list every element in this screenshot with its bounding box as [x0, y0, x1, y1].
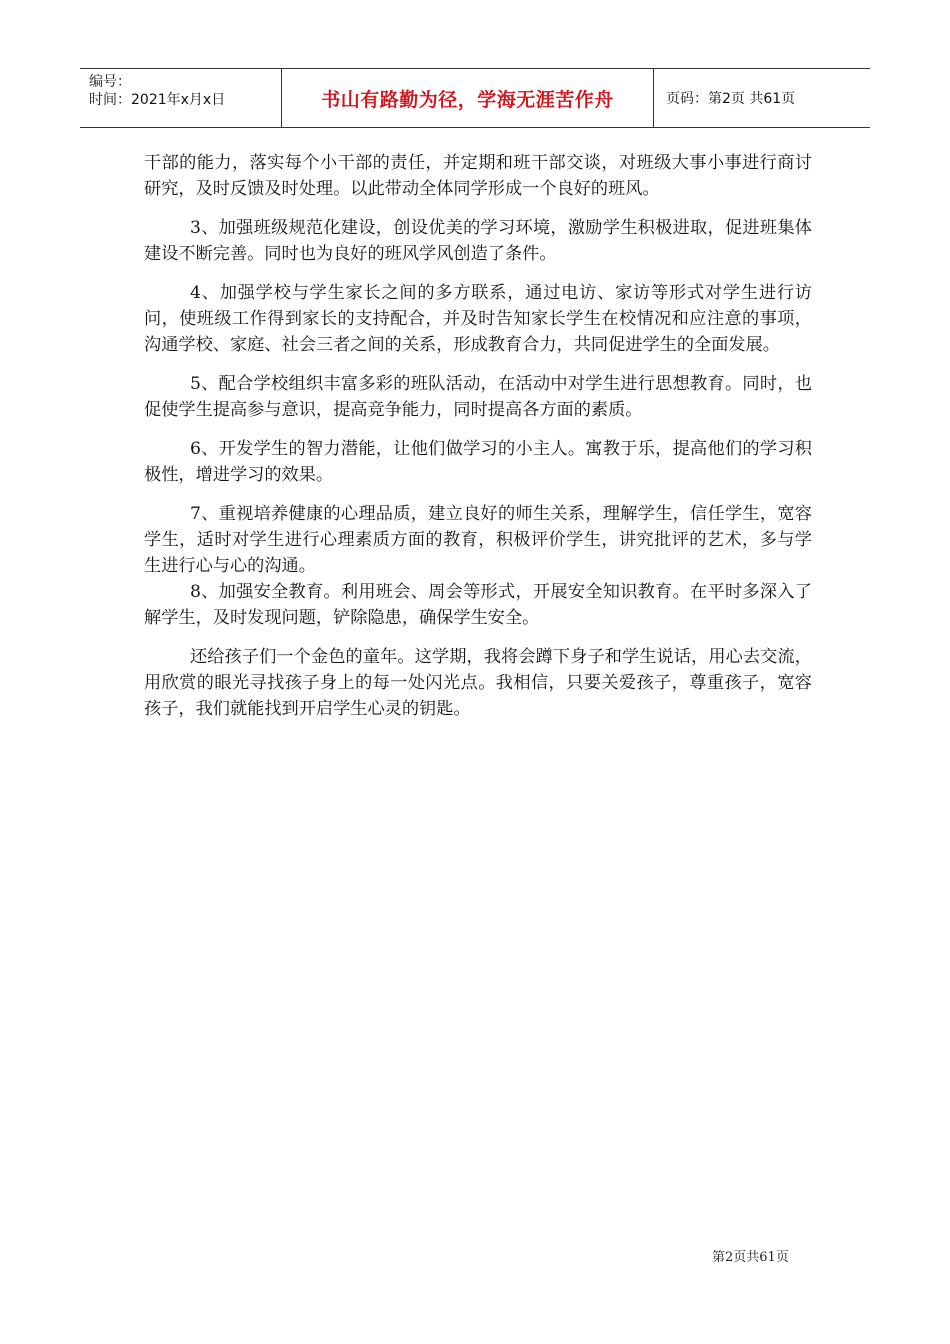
document-number-label: 编号： — [89, 74, 131, 90]
paragraph-item-4: 4、加强学校与学生家长之间的多方联系，通过电访、家访等形式对学生进行访问，使班级工作得到家长的支持配合，并及时告知家长学生在校情况和应注意的事项，沟通学校、家庭、社会三者之间的关系，形成教育合力，共同促进学生的全面发展。 — [144, 283, 812, 355]
paragraph-continued: 干部的能力，落实每个小干部的责任，并定期和班干部交谈，对班级大事小事进行商讨研究，及时反馈及时处理。以此带动全体同学形成一个良好的班风。 — [144, 153, 812, 199]
header-page-number: 页码：第2页 共61页 — [666, 91, 796, 107]
header-meta — [80, 69, 282, 127]
paragraph-item-7: 7、重视培养健康的心理品质，建立良好的师生关系，理解学生，信任学生，宽容学生，适时对学生进行心理素质方面的教育，积极评价学生，讲究批评的艺术，多与学生进行心与心的沟通。 — [144, 504, 812, 576]
paragraph-item-3: 3、加强班级规范化建设，创设优美的学习环境，激励学生积极进取，促进班集体建设不断完善。同时也为良好的班风学风创造了条件。 — [144, 218, 812, 264]
paragraph-item-6: 6、开发学生的智力潜能，让他们做学习的小主人。寓教于乐，提高他们的学习积极性，增进学习的效果。 — [144, 439, 812, 485]
paragraph-conclusion: 还给孩子们一个金色的童年。这学期，我将会蹲下身子和学生说话，用心去交流，用欣赏的眼光寻找孩子身上的每一处闪光点。我相信，只要关爱孩子，尊重孩子，宽容孩子，我们就能找到开启学生心灵的钥匙。 — [144, 647, 812, 719]
document-body — [144, 150, 812, 722]
paragraph-item-8: 8、加强安全教育。利用班会、周会等形式，开展安全知识教育。在平时多深入了解学生，及时发现问题，铲除隐患，确保学生安全。 — [144, 582, 812, 628]
page-footer: 第2页共61页 — [712, 1250, 789, 1265]
document-time-label: 时间：2021年x月x日 — [89, 92, 226, 108]
header-motto-cell — [282, 69, 654, 127]
page-header — [80, 68, 870, 128]
header-page-cell — [654, 69, 870, 127]
header-motto: 书山有路勤为径，学海无涯苦作舟 — [321, 88, 614, 111]
paragraph-item-5: 5、配合学校组织丰富多彩的班队活动，在活动中对学生进行思想教育。同时，也促使学生提高参与意识，提高竞争能力，同时提高各方面的素质。 — [144, 374, 812, 420]
